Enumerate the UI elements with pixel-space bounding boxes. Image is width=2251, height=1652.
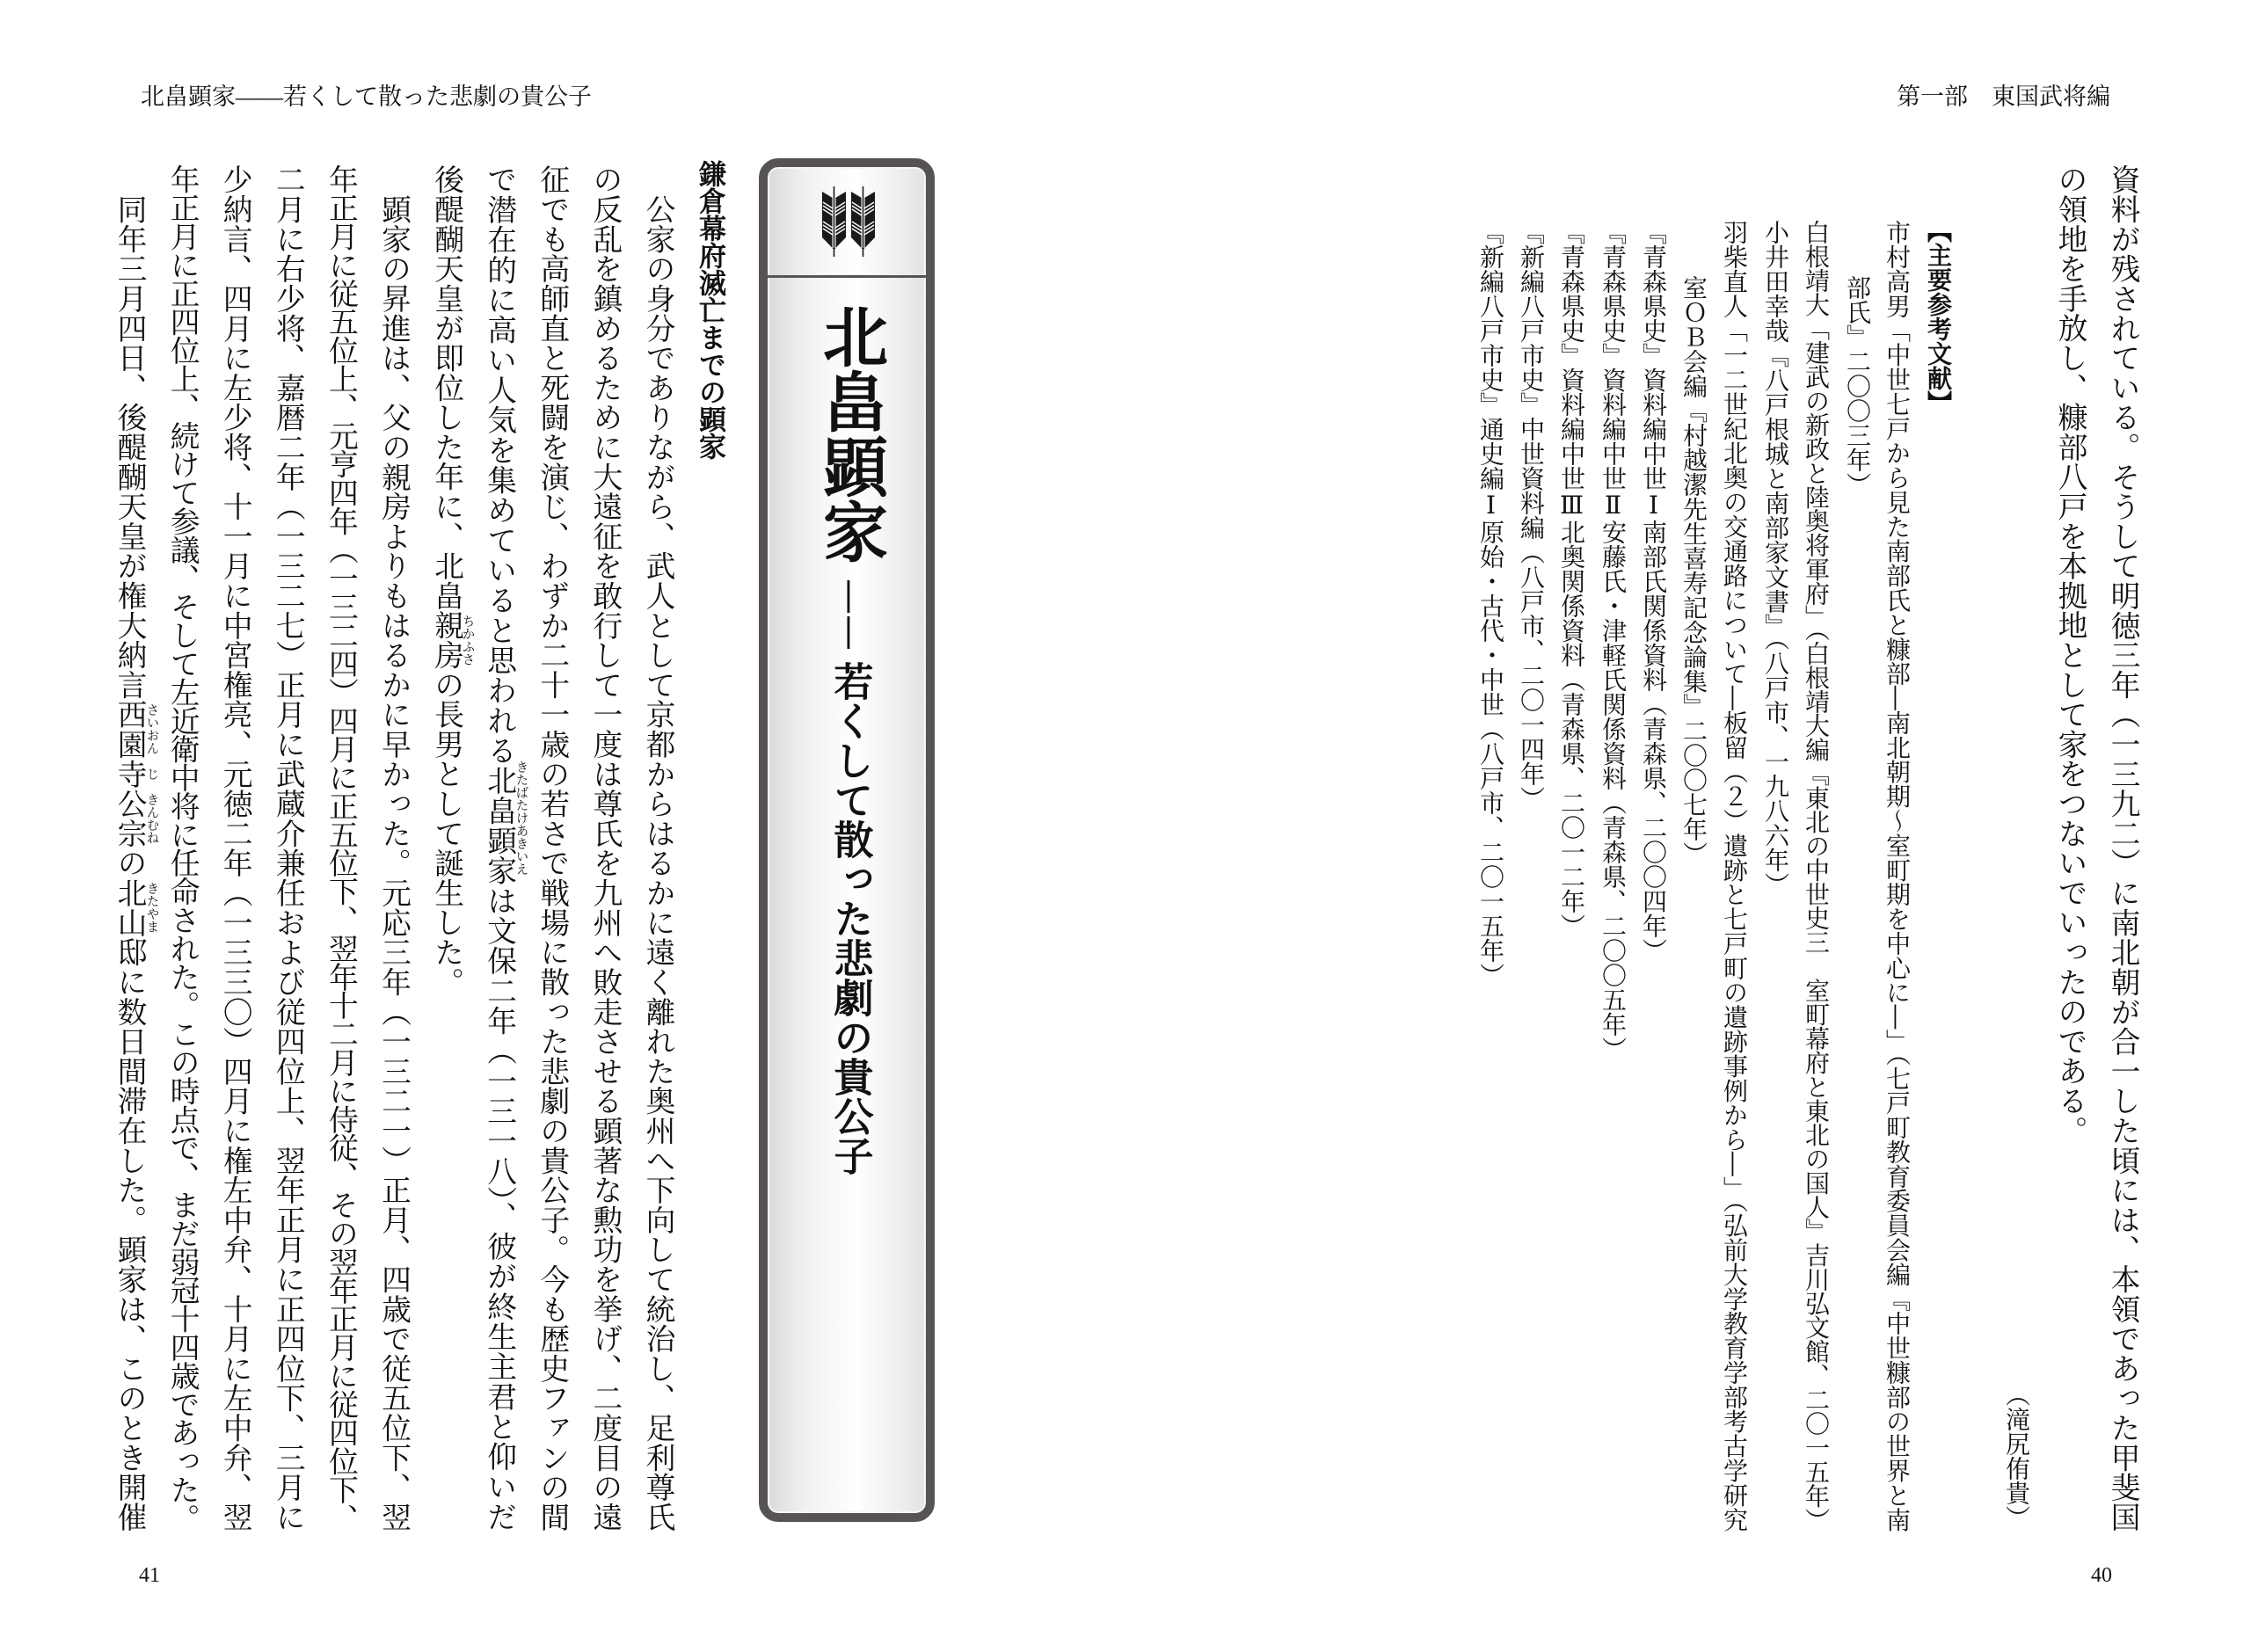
running-header: 北畠顕家——若くして散った悲劇の貴公子: [141, 84, 592, 110]
reference-line: 『新編八戸市史』通史編Ⅰ原始・古代・中世（八戸市、二〇一五年）: [1476, 220, 1505, 987]
title-box-divider: [768, 275, 926, 278]
body-line: 年正月に正四位上、続けて参議、そして左近衛中将に任命された。この時点で、まだ弱冠十四歳であった。: [165, 164, 200, 1532]
body-line: 二月に右少将、嘉暦二年（一三二七）正月に武蔵介兼任および従四位上、翌年正月に正四位下、三月に: [271, 164, 306, 1532]
ruby-annotation: ちかふさ: [460, 614, 475, 666]
crest-icon: [822, 186, 875, 257]
title-dash: ——: [829, 579, 872, 651]
page-number: 41: [139, 1564, 160, 1587]
body-line: 同年三月四日、後醍醐天皇が権大納言西園寺公宗の北山邸に数日間滞在した。顕家は、このとき開催: [113, 164, 147, 1532]
reference-line: 『青森県史』資料編中世Ⅲ北奥関係資料（青森県、二〇一二年）: [1557, 220, 1586, 938]
ruby-annotation: きたばたけあきいえ: [514, 761, 528, 876]
ruby-annotation: きんむね: [144, 792, 159, 844]
chapter-subtitle: 若くして散った悲劇の貴公子: [827, 661, 874, 1175]
right-page: [1126, 0, 2251, 1652]
reference-line: 『新編八戸市史』中世資料編（八戸市、二〇一四年）: [1517, 220, 1546, 811]
reference-line: 市村高男「中世七戸から見た南部氏と糠部―南北朝期～室町期を中心に―」（七戸町教育委員会編『中世糠部の世界と南: [1883, 220, 1912, 1532]
body-line: 公家の身分でありながら、武人として京都からはるかに遠く離れた奥州へ下向して統治し、足利尊氏: [641, 164, 675, 1532]
section-heading: 鎌倉幕府滅亡までの顕家: [694, 160, 725, 460]
body-line: 後醍醐天皇が即位した年に、北畠親房の長男として誕生した。: [429, 164, 464, 997]
body-line: 少納言、四月に左少将、十一月に中宮権亮、元徳二年（一三三〇）四月に権左中弁、十月に左中弁、翌: [218, 164, 253, 1532]
body-line: 年正月に従五位上、元亨四年（一三二四）四月に正五位下、翌年十二月に侍従、その翌年正月に従四位下、: [324, 164, 359, 1532]
ruby-annotation: さいおん: [144, 703, 159, 755]
author-credit: （滝尻侑貴）: [2002, 1382, 2031, 1530]
running-header: 第一部 東国武将編: [1897, 84, 2110, 110]
body-line: の反乱を鎮めるために大遠征を敢行して一度は尊氏を九州へ敗走させる顕著な勲功を挙げ、二度目の遠: [587, 164, 623, 1532]
ruby-annotation: じ: [144, 767, 159, 781]
chapter-title: 北畠顕家: [812, 303, 888, 564]
body-line: 征でも高師直と死闘を演じ、わずか二十一歳の若さで戦場に散った悲劇の貴公子。今も歴史ファンの間: [535, 164, 570, 1532]
ruby-annotation: きたやま: [144, 881, 159, 933]
page-number: 40: [2091, 1564, 2112, 1587]
reference-line: 羽柴直人「一二世紀北奥の交通路について―板留（２）遺跡と七戸町の遺跡事例から―」（弘前大学教育学部考古学研究: [1720, 220, 1749, 1532]
reference-line: 白根靖大「建武の新政と陸奥将軍府」（白根靖大編『東北の中世史三 室町幕府と東北の国人』吉川弘文館、二〇一五年）: [1802, 220, 1831, 1532]
body-line: 資料が残されている。そうして明徳三年（一三九二）に南北朝が合一した頃には、本領であった甲斐国: [2106, 164, 2140, 1532]
reference-line: 室ＯＢ会編『村越潔先生喜寿記念論集』二〇〇七年）: [1679, 275, 1708, 866]
body-line: で潜在的に高い人気を集めていると思われる北畠顕家は文保二年（一三一八）、彼が終生主君と仰いだ: [482, 164, 517, 1532]
reference-line: 『青森県史』資料編中世Ⅱ安藤氏・津軽氏関係資料（青森県、二〇〇五年）: [1599, 220, 1628, 1061]
body-line: 顕家の昇進は、父の親房よりもはるかに早かった。元応三年（一三二一）正月、四歳で従五位下、翌: [376, 164, 412, 1532]
references-heading: 【主要参考文献】: [1924, 218, 1953, 415]
chapter-title-box: [759, 158, 935, 1522]
reference-line: 『青森県史』資料編中世Ⅰ南部氏関係資料（青森県、二〇〇四年）: [1639, 220, 1668, 963]
body-line: の領地を手放し、糠部八戸を本拠地として家をつないでいったのである。: [2053, 164, 2087, 1146]
reference-line: 小井田幸哉『八戸根城と南部家文書』（八戸市、一九八六年）: [1761, 220, 1790, 897]
reference-line: 部氏』二〇〇三年）: [1843, 275, 1872, 497]
